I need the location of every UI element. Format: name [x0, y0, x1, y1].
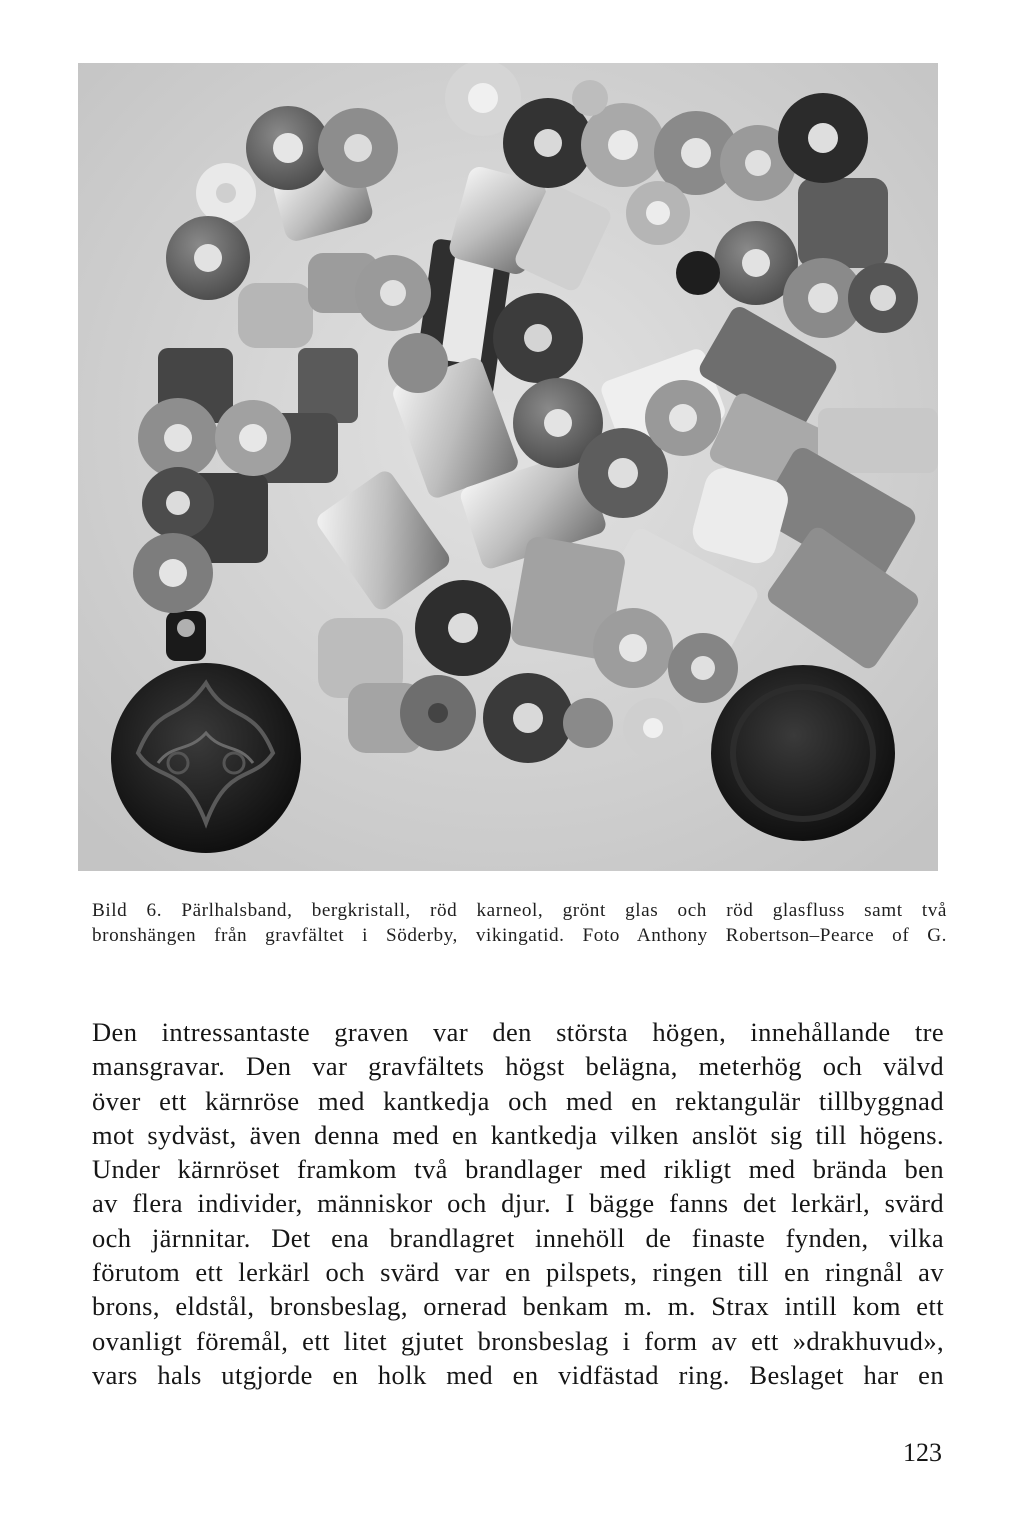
body-line: över ett kärnröse med kantkedja och med en rektangulär tillbyggnad	[92, 1085, 944, 1116]
body-line: Under kärnröset framkom två brandlager med rikligt med brända ben	[92, 1154, 944, 1185]
body-line: brons, eldstål, bronsbeslag, ornerad benkam m. m. Strax intill kom ett	[92, 1291, 944, 1322]
bronze-pendant-right	[711, 665, 895, 841]
photo-illustration	[78, 63, 938, 871]
bead-necklace-photo	[78, 63, 938, 871]
body-line: Den intressantaste graven var den största högen, innehållande tre	[92, 1017, 944, 1047]
caption-line: bronshängen från gravfältet i Söderby, vikingatid. Foto Anthony Robertson–Pearce of G.	[92, 925, 947, 946]
body-line: och järnnitar. Det ena brandlagret innehöll de finaste fynden, vilka	[92, 1222, 944, 1253]
body-line: förutom ett lerkärl och svärd var en pilspets, ringen till en ringnål av	[92, 1257, 944, 1288]
figure-caption	[92, 898, 947, 948]
caption-line: Bild 6. Pärlhalsband, bergkristall, röd karneol, grönt glas och röd glasfluss samt två	[92, 900, 947, 921]
body-paragraph	[92, 1015, 944, 1392]
body-line: mot sydväst, även denna med en kantkedja vilken anslöt sig till högens.	[92, 1119, 944, 1150]
body-line: vars hals utgjorde en holk med en vidfästad ring. Beslaget har en	[92, 1359, 944, 1390]
body-line: av flera individer, människor och djur. I bägge fanns det lerkärl, svärd	[92, 1188, 944, 1219]
page-number: 123	[903, 1438, 942, 1467]
body-line: mansgravar. Den var gravfältets högst belägna, meterhög och välvd	[92, 1051, 944, 1082]
body-line: ovanligt föremål, ett litet gjutet bronsbeslag i form av ett »drakhuvud»,	[92, 1325, 944, 1356]
